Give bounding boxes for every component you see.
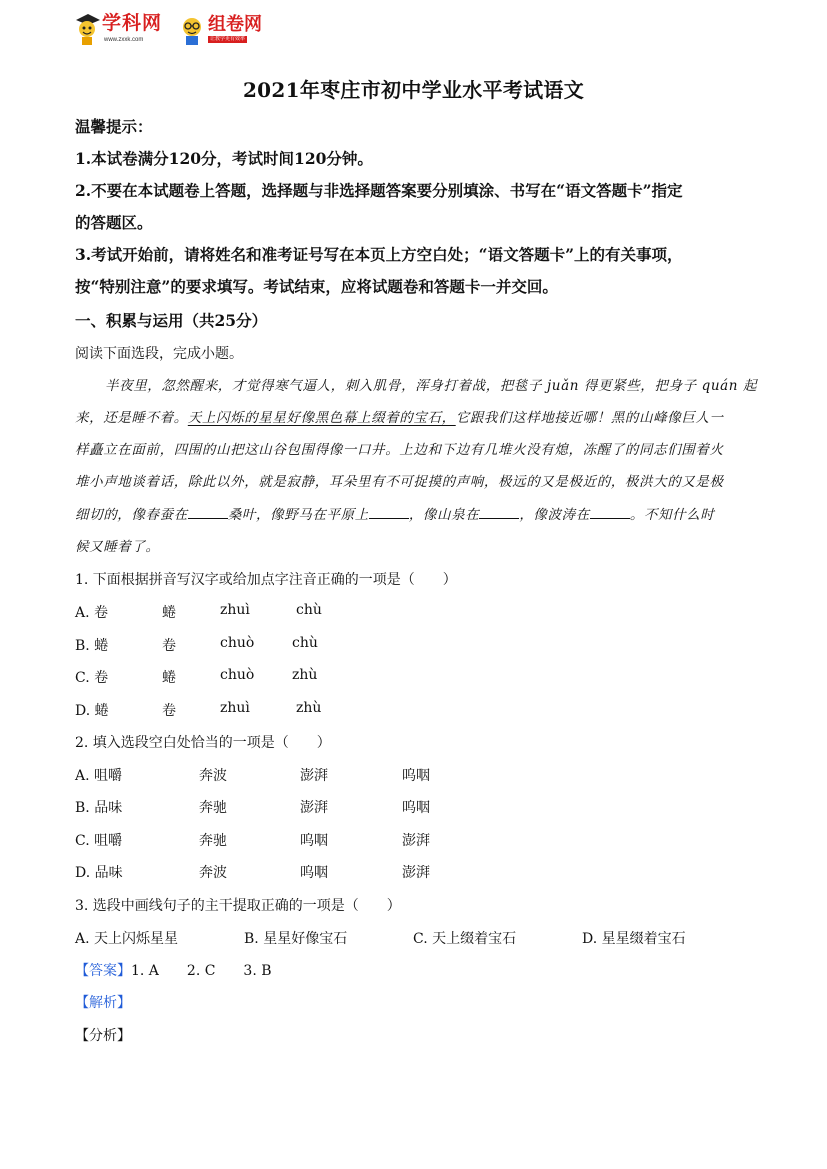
- question-3-option-b: B. 星星好像宝石: [244, 931, 348, 947]
- page-title: 2021年枣庄市初中学业水平考试语文: [242, 78, 585, 102]
- option-cell: chù: [292, 635, 318, 651]
- passage-line-6: 候又睡着了。: [75, 539, 160, 555]
- fenxi-label: 【分析】: [75, 1028, 131, 1044]
- passage-line-3: 样矗立在面前，四围的山把这山谷包围得像一口井。上边和下边有几堆火没有熄，冻醒了的同志们围着火: [75, 442, 724, 458]
- option-cell: 澎湃: [300, 800, 328, 816]
- question-3-option-a: A. 天上闪烁星星: [75, 931, 179, 947]
- option-cell: 澎湃: [300, 768, 328, 784]
- option-cell: zhù: [296, 700, 322, 716]
- question-2-stem: 2. 填入选段空白处恰当的一项是（ ）: [75, 735, 331, 751]
- option-cell: 呜咽: [300, 833, 328, 849]
- question-3-option-d: D. 星星缀着宝石: [582, 931, 686, 947]
- passage-line-1: 半夜里，忽然醒来，才觉得寒气逼人，刺入肌骨，浑身打着战，把毯子 juǎn 得更紧些，把身子 quán 起: [105, 378, 758, 394]
- logo-xuekewang-url: www.zxxk.com: [104, 37, 144, 43]
- answer-content: 1. A 2. C 3. B: [131, 963, 272, 979]
- option-cell: 澎湃: [402, 865, 430, 881]
- passage-text: ，像山泉在: [408, 507, 480, 523]
- option-cell: B. 蜷: [75, 638, 109, 654]
- passage-text: 细切的，像春蚕在: [75, 507, 188, 523]
- option-cell: 奔波: [199, 865, 227, 881]
- logo-xuekewang: 学科网: [102, 13, 163, 34]
- option-cell: 卷: [162, 638, 176, 654]
- option-cell: D. 蜷: [75, 703, 109, 719]
- notice-heading: 温馨提示：: [75, 117, 153, 136]
- mascot-glasses-icon: [180, 14, 204, 46]
- passage-text: 。不知什么时: [629, 507, 715, 523]
- notice-item-2-line-2: 的答题区。: [75, 213, 153, 232]
- passage-text: 来，还是睡不着。: [75, 410, 188, 426]
- mascot-icon: [74, 12, 100, 46]
- option-cell: chù: [296, 602, 322, 618]
- notice-item-3-line-2: 按“特别注意”的要求填写。考试结束，应将试题卷和答题卡一并交回。: [75, 277, 558, 296]
- fill-blank: [369, 506, 409, 519]
- option-cell: 奔驰: [199, 833, 227, 849]
- passage-text: ，像波涛在: [519, 507, 590, 523]
- option-cell: 奔波: [199, 768, 227, 784]
- fill-blank: [188, 506, 228, 519]
- option-cell: zhuì: [220, 700, 250, 716]
- option-cell: chuò: [220, 667, 255, 683]
- option-cell: zhù: [292, 667, 318, 683]
- option-cell: 蜷: [162, 670, 176, 686]
- section-heading: 一、积累与运用（共25分）: [75, 311, 268, 330]
- question-3-option-c: C. 天上缀着宝石: [413, 931, 517, 947]
- option-cell: 澎湃: [402, 833, 430, 849]
- option-cell: 呜咽: [300, 865, 328, 881]
- option-cell: zhuì: [220, 602, 250, 618]
- option-cell: 呜咽: [402, 768, 430, 784]
- header-logos: [74, 10, 294, 50]
- option-cell: A. 卷: [75, 605, 109, 621]
- answer-line: [75, 960, 272, 980]
- option-cell: A. 咀嚼: [75, 768, 123, 784]
- option-cell: chuò: [220, 635, 255, 651]
- fill-blank: [590, 506, 630, 519]
- notice-item-3-line-1: 3.考试开始前，请将姓名和准考证号写在本页上方空白处；“语文答题卡”上的有关事项，: [75, 245, 683, 264]
- answer-label: 【答案】: [75, 963, 131, 979]
- underlined-sentence: 天上闪烁的星星好像黑色幕上缀着的宝石，: [187, 410, 456, 426]
- question-1-stem: 1. 下面根据拼音写汉字或给加点字注音正确的一项是（ ）: [75, 572, 457, 588]
- passage-text: 桑叶，像野马在平原上: [227, 507, 369, 523]
- option-cell: D. 品味: [75, 865, 123, 881]
- passage-text: 它跟我们这样地接近哪！黑的山峰像巨人一: [455, 410, 724, 426]
- option-cell: C. 咀嚼: [75, 833, 123, 849]
- option-cell: 蜷: [162, 605, 176, 621]
- notice-item-1: 1.本试卷满分120分，考试时间120分钟。: [75, 149, 373, 168]
- fill-blank: [479, 506, 519, 519]
- option-cell: 奔驰: [199, 800, 227, 816]
- option-cell: 呜咽: [402, 800, 430, 816]
- passage-line-4: 堆小声地谈着话，除此以外，就是寂静，耳朵里有不可捉摸的声响，极远的又是极近的，极洪大的又是极: [75, 474, 724, 490]
- option-cell: B. 品味: [75, 800, 123, 816]
- analysis-label: 【解析】: [75, 995, 131, 1011]
- passage-line-5: [75, 503, 714, 523]
- option-cell: C. 卷: [75, 670, 109, 686]
- passage-line-2: [75, 406, 724, 426]
- option-cell: 卷: [162, 703, 176, 719]
- question-3-stem: 3. 选段中画线句子的主干提取正确的一项是（ ）: [75, 898, 401, 914]
- notice-item-2-line-1: 2.不要在本试题卷上答题，选择题与非选择题答案要分别填涂、书写在“语文答题卡”指定: [75, 181, 683, 200]
- logo-zujuanwang: 组卷网: [208, 14, 262, 34]
- section-instruction: 阅读下面选段，完成小题。: [75, 346, 243, 362]
- logo-zujuanwang-tagline: 让教学更有效率: [210, 36, 246, 42]
